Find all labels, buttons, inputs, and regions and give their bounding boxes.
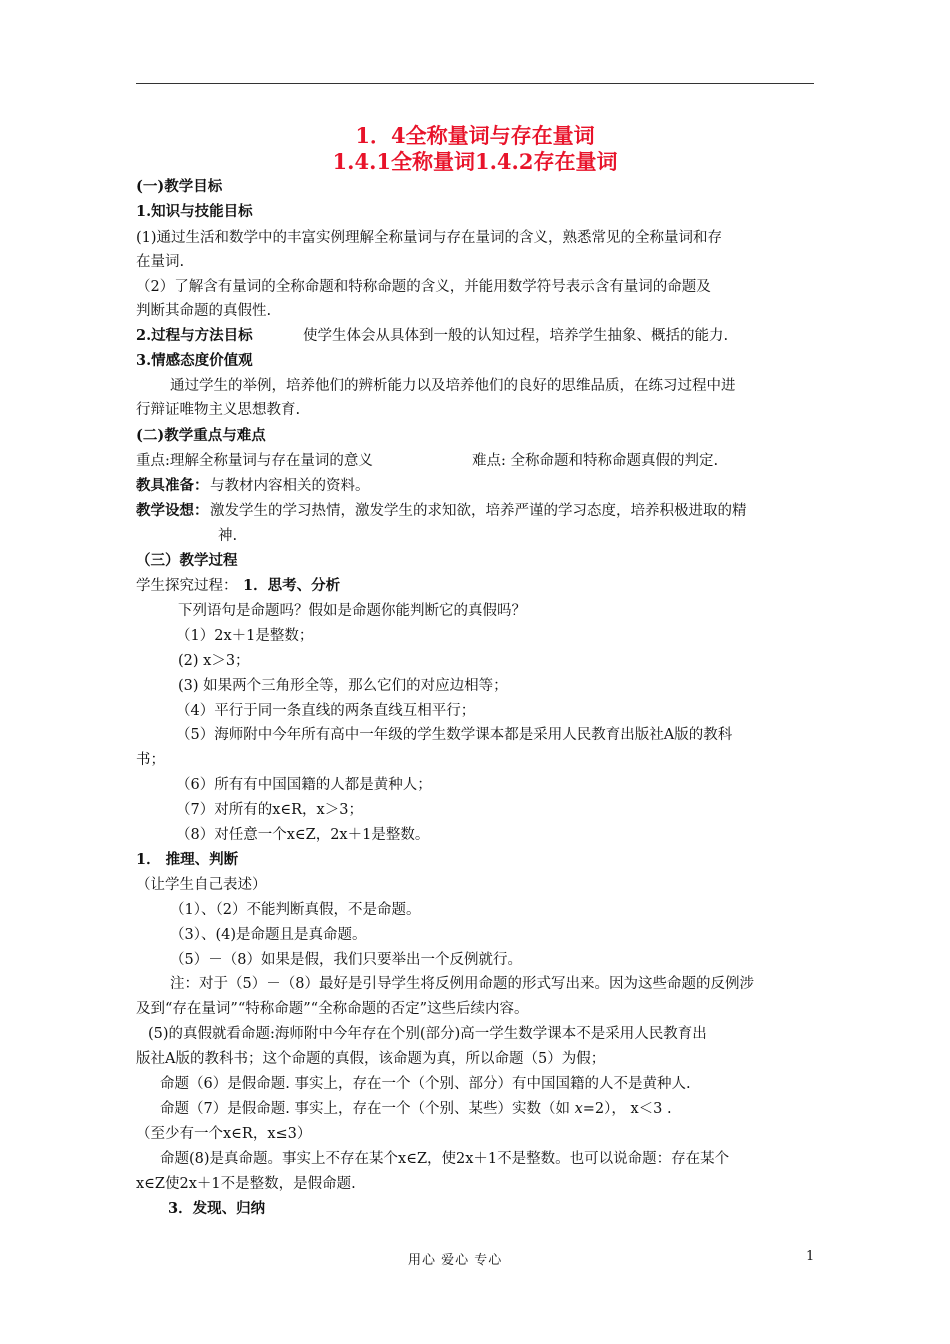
paragraph-line <box>160 1099 672 1119</box>
paragraph-line: (5)的真假就看命题:海师附中今年存在个别(部分)高一学生数学课本不是采用人民教育出 <box>148 1026 707 1042</box>
doc-title: 1．4全称量词与存在量词 <box>355 123 595 148</box>
note-line: 注：对于（5）－（8）最好是引导学生将反例用命题的形式写出来。因为这些命题的反例涉 <box>170 976 754 992</box>
subheading-attitude: 3.情感态度价值观 <box>136 352 253 369</box>
paragraph-line: （至少有一个x∈R，x≤3） <box>136 1126 312 1142</box>
paragraph-line: 版社A版的教科书；这个命题的真假，该命题为真，所以命题（5）为假； <box>136 1051 606 1067</box>
section-heading-objectives: (一)教学目标 <box>136 178 223 195</box>
subheading-find: 3．发现、归纳 <box>168 1200 266 1217</box>
paragraph-line: 命题（6）是假命题. 事实上，存在一个（个别、部分）有中国国籍的人不是黄种人. <box>160 1076 691 1092</box>
note-line: 及到“存在量词”“特称命题”“全称命题的否定”这些后续内容。 <box>136 1001 529 1017</box>
key-point: 重点:理解全称量词与存在量词的意义 <box>136 453 373 469</box>
infer-line: （3）、(4)是命题且是真命题。 <box>170 927 367 943</box>
variable-x: x <box>574 1101 583 1117</box>
page-number: 1 <box>806 1249 815 1264</box>
list-item: (3) 如果两个三角形全等，那么它们的对应边相等； <box>178 678 508 694</box>
paragraph-line: 命题(8)是真命题。事实上不存在某个x∈Z，使2x＋1不是整数。也可以说命题：存在某个 <box>160 1151 730 1167</box>
list-item: （7）对所有的x∈R，x＞3； <box>176 802 363 818</box>
paragraph-line: 使学生体会从具体到一般的认知过程，培养学生抽象、概括的能力. <box>303 328 729 344</box>
section-heading-process: （三）教学过程 <box>136 552 238 569</box>
infer-line: （5）－（8）如果是假，我们只要举出一个反例就行。 <box>170 952 522 968</box>
p7-text: =2）， x＜3 . <box>582 1101 672 1117</box>
subheading-knowledge: 1.知识与技能目标 <box>136 203 253 220</box>
list-item: （6）所有有中国国籍的人都是黄种人； <box>176 777 432 793</box>
infer-line: （1）、（2）不能判断真假，不是命题。 <box>170 902 421 918</box>
paragraph-line: (1)通过生活和数学中的丰富实例理解全称量词与存在量词的含义，熟悉常见的全称量词和存 <box>136 230 723 246</box>
difficult-point: 难点: 全称命题和特称命题真假的判定. <box>472 453 719 469</box>
design-label: 教学设想： <box>136 502 209 519</box>
paragraph-line: 在量词. <box>136 254 185 270</box>
design-text: 激发学生的学习热情，激发学生的求知欲，培养严谨的学习态度，培养积极进取的精 <box>210 503 747 519</box>
list-item: （5）海师附中今年所有高中一年级的学生数学课本都是采用人民教育出版社A版的教科 <box>176 727 733 743</box>
explore-step: 1．思考、分析 <box>243 577 341 594</box>
list-item: （4）平行于同一条直线的两条直线互相平行； <box>176 703 476 719</box>
design-text: 神. <box>218 528 238 544</box>
doc-subtitle: 1.4.1全称量词1.4.2存在量词 <box>332 149 618 174</box>
tools-label: 教具准备： <box>136 477 209 494</box>
paragraph-line: x∈Z使2x＋1不是整数，是假命题. <box>136 1176 356 1192</box>
subheading-process: 2.过程与方法目标 <box>136 327 253 344</box>
paragraph-line: 行辩证唯物主义思想教育. <box>136 402 301 418</box>
tools-text: 与教材内容相关的资料。 <box>210 478 370 494</box>
footer-text: 用心 爱心 专心 <box>408 1253 503 1268</box>
paragraph-line: 判断其命题的真假性. <box>136 303 272 319</box>
list-item: 书； <box>136 752 165 768</box>
list-item: （8）对任意一个x∈Z，2x＋1是整数。 <box>176 827 430 843</box>
list-item: (2) x＞3； <box>178 653 250 669</box>
paragraph-line: （2）了解含有量词的全称命题和特称命题的含义，并能用数学符号表示含有量词的命题及 <box>136 279 711 295</box>
header-rule <box>136 83 814 84</box>
section-heading-keypoints: (二)教学重点与难点 <box>136 427 266 444</box>
explore-label: 学生探究过程： <box>136 578 238 594</box>
infer-note: （让学生自己表述） <box>136 877 267 893</box>
p7-text: 命题（7）是假命题. 事实上，存在一个（个别、某些）实数（如 <box>160 1101 575 1117</box>
question-line: 下列语句是命题吗？假如是命题你能判断它的真假吗？ <box>178 603 526 619</box>
paragraph-line: 通过学生的举例，培养他们的辨析能力以及培养他们的良好的思维品质，在练习过程中进 <box>170 378 736 394</box>
subheading-infer: 1． 推理、判断 <box>136 851 239 868</box>
list-item: （1）2x＋1是整数； <box>176 628 314 644</box>
